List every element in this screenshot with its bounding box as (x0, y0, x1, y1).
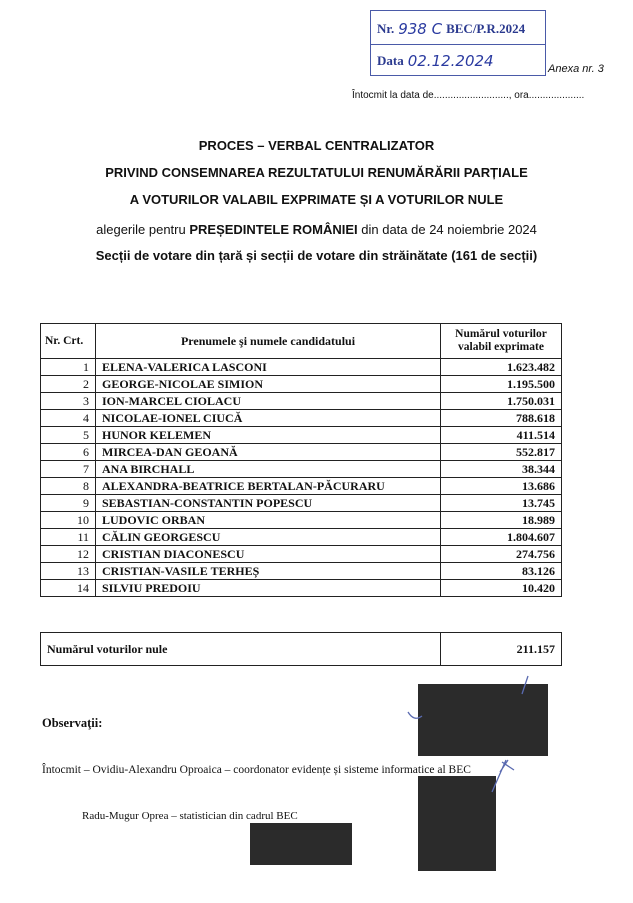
stamp-number-row (377, 15, 541, 43)
sections-line: Secții de votare din țară și secții de votare din străinătate (161 de secții) (95, 248, 538, 263)
table-row (41, 512, 562, 529)
null-votes-value: 211.157 (441, 633, 562, 666)
pen-mark-1 (400, 672, 540, 732)
vote-count: 1.623.482 (441, 359, 562, 376)
registration-stamp (370, 10, 546, 76)
table-row (41, 359, 562, 376)
redacted-signature-3 (250, 823, 352, 865)
title-line-3: A VOTURILOR VALABIL EXPRIMATE ȘI A VOTURILOR NULE (129, 192, 504, 207)
col-header-candidate: Prenumele şi numele candidatului (96, 324, 441, 359)
row-number: 11 (41, 529, 96, 546)
vote-count: 411.514 (441, 427, 562, 444)
vote-count: 38.344 (441, 461, 562, 478)
stamp-data-label: Data (377, 53, 404, 68)
title-line-2: PRIVIND CONSEMNAREA REZULTATULUI RENUMĂRĂRII PARȚIALE (105, 165, 528, 180)
candidate-name: CRISTIAN-VASILE TERHEȘ (96, 563, 441, 580)
results-body (41, 359, 562, 597)
vote-count: 10.420 (441, 580, 562, 597)
candidate-name: MIRCEA-DAN GEOANĂ (96, 444, 441, 461)
pen-mark-2 (488, 756, 528, 796)
table-row (41, 546, 562, 563)
table-row (41, 478, 562, 495)
table-row (41, 529, 562, 546)
vote-count: 13.686 (441, 478, 562, 495)
election-post: din data de 24 noiembrie 2024 (357, 222, 537, 237)
candidate-name: HUNOR KELEMEN (96, 427, 441, 444)
vote-count: 552.817 (441, 444, 562, 461)
vote-count: 788.618 (441, 410, 562, 427)
row-number: 12 (41, 546, 96, 563)
candidate-name: CĂLIN GEORGESCU (96, 529, 441, 546)
row-number: 7 (41, 461, 96, 478)
row-number: 4 (41, 410, 96, 427)
table-row (41, 393, 562, 410)
stamp-nr-label: Nr. (377, 21, 395, 36)
candidate-name: ELENA-VALERICA LASCONI (96, 359, 441, 376)
col-header-nr: Nr. Crt. (41, 324, 96, 359)
vote-count: 274.756 (441, 546, 562, 563)
vote-count: 13.745 (441, 495, 562, 512)
row-number: 8 (41, 478, 96, 495)
stamp-date-handwritten: 02.12.2024 (407, 52, 494, 70)
candidate-name: LUDOVIC ORBAN (96, 512, 441, 529)
redacted-signature-2 (418, 776, 496, 871)
table-row (41, 444, 562, 461)
drafted-by-line: Întocmit – Ovidiu-Alexandru Oproaica – coordonator evidențe și sisteme informatice al BEC (42, 764, 471, 776)
row-number: 1 (41, 359, 96, 376)
candidate-name: ANA BIRCHALL (96, 461, 441, 478)
stamp-divider (371, 44, 545, 45)
candidate-name: ION-MARCEL CIOLACU (96, 393, 441, 410)
table-row (41, 376, 562, 393)
drafted-date-line: Întocmit la data de..........................., ora.................... (352, 90, 585, 101)
table-row (41, 410, 562, 427)
vote-count: 1.195.500 (441, 376, 562, 393)
table-row (41, 580, 562, 597)
election-line (0, 222, 633, 237)
vote-count: 1.804.607 (441, 529, 562, 546)
candidate-name: NICOLAE-IONEL CIUCĂ (96, 410, 441, 427)
candidate-name: ALEXANDRA-BEATRICE BERTALAN-PĂCURARU (96, 478, 441, 495)
statistician-line: Radu-Mugur Oprea – statistician din cadrul BEC (82, 810, 298, 822)
row-number: 13 (41, 563, 96, 580)
observations-label: Observaţii: (42, 716, 103, 730)
stamp-date-row (377, 47, 541, 75)
row-number: 5 (41, 427, 96, 444)
table-row (41, 427, 562, 444)
row-number: 3 (41, 393, 96, 410)
row-number: 10 (41, 512, 96, 529)
row-number: 6 (41, 444, 96, 461)
row-number: 14 (41, 580, 96, 597)
vote-count: 83.126 (441, 563, 562, 580)
vote-count: 1.750.031 (441, 393, 562, 410)
table-row (41, 461, 562, 478)
candidate-name: GEORGE-NICOLAE SIMION (96, 376, 441, 393)
stamp-nr-handwritten: 938 C (398, 20, 443, 38)
null-votes-table (40, 632, 562, 666)
candidate-name: SEBASTIAN-CONSTANTIN POPESCU (96, 495, 441, 512)
results-table (40, 323, 562, 597)
election-office: PREȘEDINTELE ROMÂNIEI (189, 222, 358, 237)
col-header-votes: Numărul voturilor valabil exprimate (441, 324, 562, 359)
election-pre: alegerile pentru (96, 222, 190, 237)
title-line-1: PROCES – VERBAL CENTRALIZATOR (198, 138, 435, 153)
table-row (41, 563, 562, 580)
null-votes-row (41, 633, 562, 666)
null-votes-label: Numărul voturilor nule (41, 633, 441, 666)
row-number: 9 (41, 495, 96, 512)
annex-label: Anexa nr. 3 (548, 63, 604, 75)
vote-count: 18.989 (441, 512, 562, 529)
results-header-row (41, 324, 562, 359)
candidate-name: CRISTIAN DIACONESCU (96, 546, 441, 563)
table-row (41, 495, 562, 512)
row-number: 2 (41, 376, 96, 393)
stamp-nr-suffix: BEC/P.R.2024 (446, 21, 526, 36)
candidate-name: SILVIU PREDOIU (96, 580, 441, 597)
